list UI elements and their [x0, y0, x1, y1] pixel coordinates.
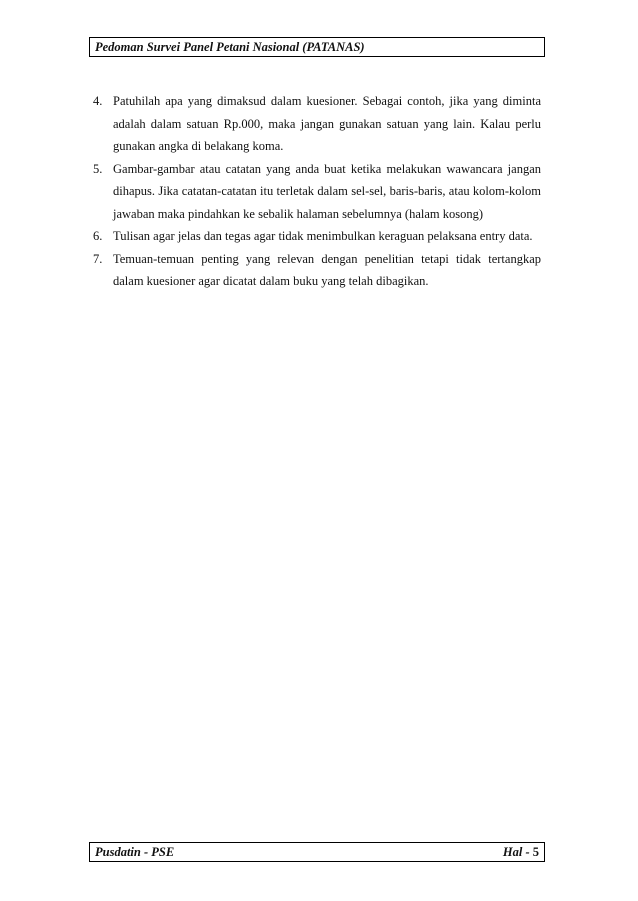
item-text: Temuan-temuan penting yang relevan dengan penelitian tetapi tidak tertangkap dalam kuesioner agar dicatat dalam buku yang telah dibagikan. [113, 251, 541, 288]
page-number: 5 [532, 844, 539, 859]
item-text: Patuhilah apa yang dimaksud dalam kuesioner. Sebagai contoh, jika yang diminta adalah dalam satuan Rp.000, maka jangan gunakan satuan yang lain. Kalau perlu gunakan angka di belakang koma. [113, 94, 541, 153]
list-item [93, 248, 541, 293]
item-number: 7. [93, 251, 103, 266]
item-text: Gambar-gambar atau catatan yang anda buat ketika melakukan wawancara jangan dihapus. Jika catatan-catatan itu terletak dalam sel-sel, baris-baris, atau kolom-kolom jawaban maka pindahkan ke sebalik halaman sebelumnya (halam kosong) [113, 161, 541, 221]
page-header [89, 37, 545, 57]
list-item [93, 225, 541, 248]
page-number-block [503, 845, 539, 860]
footer-label: Pusdatin - PSE [95, 844, 175, 859]
item-number: 5. [93, 161, 103, 176]
list-item [93, 90, 541, 158]
page-footer [89, 842, 545, 862]
instruction-list [93, 90, 541, 293]
header-title: Pedoman Survei Panel Petani Nasional (PATANAS) [95, 39, 365, 54]
page-label: Hal - [502, 844, 530, 859]
item-text: Tulisan agar jelas dan tegas agar tidak menimbulkan keraguan pelaksana entry data. [113, 229, 533, 243]
list-item [93, 158, 541, 226]
item-number: 6. [93, 229, 103, 243]
item-number: 4. [93, 94, 103, 108]
